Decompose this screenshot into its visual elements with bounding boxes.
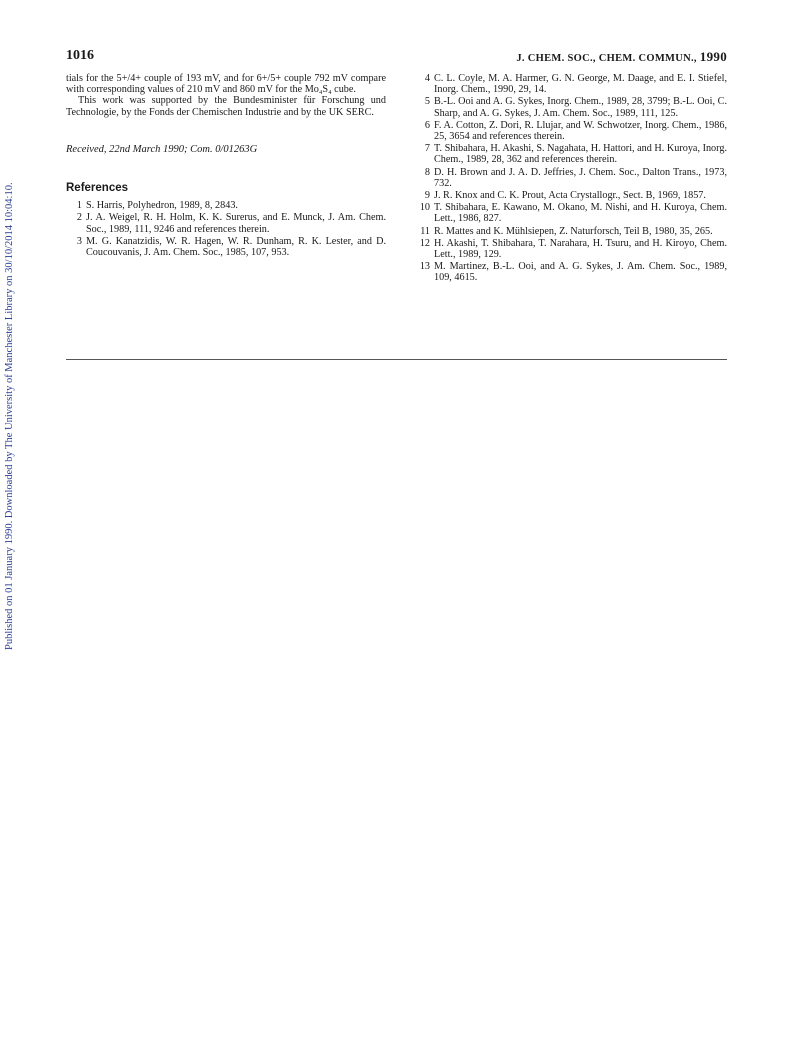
reference-item [414, 238, 727, 260]
reference-number: 13 [419, 261, 430, 273]
right-column [414, 73, 727, 285]
reference-number: 2 [76, 212, 82, 224]
download-notice-text: Published on 01 January 1990. Downloaded by The University of Manchester Library on 30/10/2014 10:04:10. [4, 182, 15, 650]
reference-item [414, 190, 727, 201]
reference-text: R. Mattes and K. Mühlsiepen, Z. Naturforsch, Teil B, 1980, 35, 265. [434, 225, 713, 237]
body-paragraph: tials for the 5+/4+ couple of 193 mV, and for 6+/5+ couple 792 mV compare with corresponding values of 210 mV and 860 mV for the Mo₄S₄ cube. [66, 73, 386, 96]
acknowledgement-paragraph: This work was supported by the Bundesminister für Forschung und Technologie, by the Fonds der Chemischen Industrie and by the UK SERC. [66, 95, 386, 118]
reference-text: H. Akashi, T. Shibahara, T. Narahara, H. Tsuru, and H. Kiroyo, Chem. Lett., 1989, 129. [434, 237, 727, 261]
reference-item [414, 143, 727, 165]
reference-item [414, 120, 727, 142]
reference-number: 1 [76, 200, 82, 212]
reference-number: 12 [419, 237, 430, 249]
reference-item [414, 226, 727, 237]
reference-number: 10 [419, 202, 430, 214]
reference-item [414, 261, 727, 283]
reference-text: M. G. Kanatzidis, W. R. Hagen, W. R. Dunham, R. K. Lester, and D. Coucouvanis, J. Am. Chem. Soc., 1985, 107, 953. [86, 235, 386, 259]
reference-number: 8 [424, 166, 430, 178]
reference-list-left [66, 200, 386, 258]
reference-number: 3 [76, 235, 82, 247]
reference-text: B.-L. Ooi and A. G. Sykes, Inorg. Chem., 1989, 28, 3799; B.-L. Ooi, C. Sharp, and A. G. Sykes, J. Am. Chem. Soc., 1989, 111, 125. [434, 96, 727, 119]
reference-number: 7 [424, 143, 430, 155]
reference-text: J. A. Weigel, R. H. Holm, K. K. Surerus, and E. Munck, J. Am. Chem. Soc., 1989, 111, 9246 and references therein. [86, 212, 386, 235]
reference-number: 5 [424, 96, 430, 108]
reference-number: 9 [424, 190, 430, 202]
running-head [516, 49, 727, 65]
reference-item [414, 167, 727, 189]
reference-item [66, 236, 386, 258]
reference-number: 11 [420, 225, 430, 237]
journal-year: 1990 [699, 49, 727, 64]
page-number: 1016 [66, 48, 94, 63]
reference-text: T. Shibahara, H. Akashi, S. Nagahata, H. Hattori, and H. Kuroya, Inorg. Chem., 1989, 28, 362 and references therein. [434, 143, 727, 166]
reference-number: 6 [424, 119, 430, 131]
received-date: Received, 22nd March 1990; Com. 0/01263G [66, 143, 258, 155]
references-heading: References [66, 182, 129, 195]
reference-text: J. R. Knox and C. K. Prout, Acta Crystallogr., Sect. B, 1969, 1857. [434, 190, 706, 202]
journal-name: J. CHEM. SOC., CHEM. COMMUN., [516, 53, 697, 64]
reference-number: 4 [424, 73, 430, 84]
reference-item [66, 212, 386, 234]
reference-item [66, 200, 386, 211]
reference-list-right [414, 73, 727, 284]
reference-text: C. L. Coyle, M. A. Harmer, G. N. George, M. Daage, and E. I. Stiefel, Inorg. Chem., 1990, 29, 14. [434, 73, 727, 96]
reference-text: S. Harris, Polyhedron, 1989, 8, 2843. [86, 200, 238, 212]
reference-text: M. Martinez, B.-L. Ooi, and A. G. Sykes, J. Am. Chem. Soc., 1989, 109, 4615. [434, 261, 727, 284]
reference-item [414, 73, 727, 95]
reference-item [414, 96, 727, 118]
reference-text: T. Shibahara, E. Kawano, M. Okano, M. Nishi, and H. Kuroya, Chem. Lett., 1986, 827. [434, 202, 727, 225]
left-column [66, 73, 386, 259]
reference-text: F. A. Cotton, Z. Dori, R. Llujar, and W. Schwotzer, Inorg. Chem., 1986, 25, 3654 and references therein. [434, 119, 727, 143]
reference-text: D. H. Brown and J. A. D. Jeffries, J. Chem. Soc., Dalton Trans., 1973, 732. [434, 166, 727, 189]
reference-item [414, 202, 727, 224]
bottom-rule [66, 359, 727, 360]
